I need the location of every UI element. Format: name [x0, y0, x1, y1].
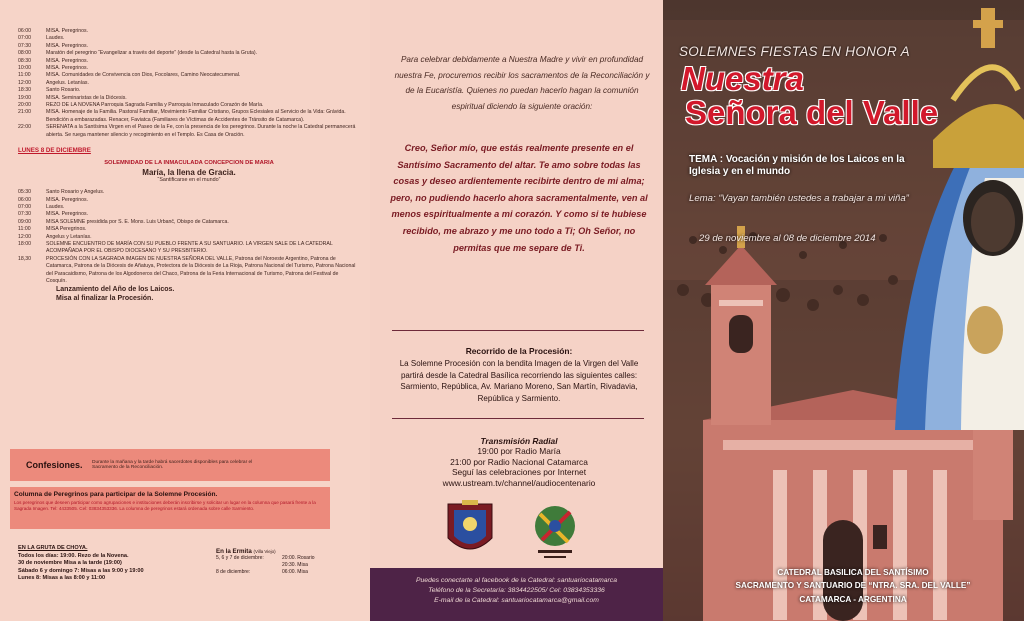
intro-text: Para celebrar debidamente a Nuestra Madre y vivir en profundidad nuestra Fe, procuremos recibir los sacramentos de la Reconciliación y de la Eucaristía. Quienes no puedan hacerlo hagan la comunión espiritual diciendo la siguiente oración: — [394, 55, 650, 111]
schedule-row — [18, 102, 360, 109]
footer-line: CATEDRAL BASILICA DEL SANTÍSIMO — [777, 568, 929, 577]
schedule-row — [18, 95, 360, 102]
diocese-coat-of-arms-icon — [448, 500, 492, 549]
middle-panel — [370, 0, 663, 621]
spiritual-communion-prayer: Creo, Señor mío, que estás realmente presente en el Santísimo Sacramento del altar. Te amo sobre todas las cosas y deseo ardientemente recibirte dentro de mi alma; pero, no pudiendo hacerlo ahora sacramentalmente, ven al menos espiritualmente a mi corazón. Y como si te hubiese recibido, me abrazo y me uno todo a Ti; Oh Señor, no permitas que me separe de Ti. — [390, 143, 648, 253]
schedule-desc: MISA. Comunidades de Convivencia con Dios, Focolares, Camino Neocatecumenal. — [46, 72, 241, 79]
schedule-row — [18, 197, 360, 204]
cover-panel — [663, 0, 1024, 621]
schedule-desc: Santo Rosario. — [46, 87, 81, 94]
schedule-row — [18, 65, 360, 72]
centenary-logo-icon — [535, 506, 575, 558]
divider — [392, 330, 644, 331]
schedule-time: 11:00 — [18, 72, 31, 79]
schedule-desc: MISA Peregrinos. — [46, 226, 87, 233]
schedule-row — [18, 87, 360, 94]
solemnity-title: SOLEMNIDAD DE LA INMACULADA CONCEPCION DE MARIA — [104, 160, 274, 167]
schedule-row — [18, 35, 360, 42]
schedule-desc: Santo Rosario y Angelus. — [46, 189, 105, 196]
schedule-desc: MISA. Peregrinos. — [46, 28, 89, 34]
cover-theme: TEMA : Vocación y misión de los Laicos en la Iglesia y en el mundo — [689, 154, 905, 177]
ermita-day: 5, 6 y 7 de diciembre: — [216, 555, 264, 561]
schedule-row — [18, 256, 360, 286]
contact-bar — [370, 568, 663, 621]
ermita-title: En la Ermita — [216, 548, 252, 555]
schedule-row — [18, 43, 360, 50]
monday-heading: LUNES 8 DE DICIEMBRE — [18, 147, 91, 155]
ermita-time: 20:30. Misa — [282, 562, 308, 568]
radio-title: Transmisión Radial — [480, 436, 558, 446]
schedule-desc: MISA. Peregrinos. — [46, 196, 89, 203]
confessions-box — [10, 449, 330, 481]
email-line[interactable]: E-mail de la Catedral: santuariocatamarca@gmail.com — [434, 597, 599, 605]
cover-title-line2: Señora del Valle — [685, 94, 939, 131]
ermita-day — [216, 562, 282, 569]
monday-schedule — [18, 189, 360, 285]
schedule-row — [18, 226, 360, 233]
schedule-desc: PROCESIÓN CON LA SAGRADA IMAGEN DE NUESTRA SEÑORA DEL VALLE, Patrona del Noroeste Argentino, Patrona de Catamarca, Patrona de la Diócesis de Añatuya, Protectora de la Diócesis de La Rioja, Patrona Nacional del Turismo, Patrona Nacional del Paracaidismo, Patrona de los Algodoneros del Chaco, Patrona de la Feria Internacional de Turismo, Patrona del Festival de Cosquín. — [46, 255, 356, 284]
schedule-row — [18, 124, 360, 139]
ermita-heading — [216, 548, 336, 555]
schedule-desc: Maratón del peregrino “Evangelizar a través del deporte” (desde la Catedral hasta la Gruta). — [46, 50, 258, 57]
pilgrims-column-box — [10, 487, 330, 529]
schedule-time: 21:00 — [18, 109, 31, 116]
gruta-title: EN LA GRUTA DE CHOYA. — [18, 545, 88, 551]
schedule-row — [18, 211, 360, 218]
schedule-time: 06:00 — [18, 28, 31, 34]
gruta-line: Lunes 8: Misas a las 8:00 y 11:00 — [18, 575, 106, 582]
column-title: Columna de Peregrinos para participar de la Solemne Procesión. — [14, 491, 218, 498]
schedule-desc: SOLEMNE ENCUENTRO DE MARÍA CON SU PUEBLO FRENTE A SU SANTUARIO. LA VIRGEN SALE DE LA CATEDRAL ACOMPAÑADA POR EL OBISPO DIOCESANO Y SU PRESBITERIO. — [46, 240, 333, 255]
radio-line: Seguí las celebraciones por Internet — [451, 467, 587, 478]
schedule-row — [18, 80, 360, 87]
schedule-desc: Laudes. — [46, 203, 65, 210]
schedule-time: 08:00 — [18, 50, 31, 57]
ermita-time: 06:00. Misa — [282, 569, 308, 575]
schedule-desc: Angelus. Letanías. — [46, 79, 89, 86]
cover-title-line1: Nuestra — [681, 60, 804, 97]
facebook-line[interactable]: Puedes conectarte al facebook de la Catedral: santuariocatamarca — [415, 577, 617, 584]
gruta-line: Sábado 6 y domingo 7: Misas a las 9:00 y 19:00 — [18, 567, 144, 574]
schedule-desc: MISA. Peregrinos. — [46, 57, 89, 64]
radio-line: 21:00 por Radio Nacional Catamarca — [450, 456, 588, 467]
radio-line: 19:00 por Radio María — [477, 446, 561, 457]
solemnity-subtitle: María, la llena de Gracia. — [142, 168, 236, 178]
stream-link[interactable]: www.ustream.tv/channel/audiocentenario — [442, 477, 596, 488]
schedule-time: 19:00 — [18, 94, 31, 101]
cover-header: SOLEMNES FIESTAS EN HONOR A — [679, 44, 910, 59]
schedule-time: 10:00 — [18, 65, 31, 72]
schedule-row — [18, 58, 360, 65]
schedule-time: 09:00 — [18, 218, 31, 225]
confessions-text: Durante la mañana y la tarde habrá sacerdotes disponibles para celebrar el Sacramento de la Reconciliación. — [92, 460, 253, 470]
schedule-desc: MISA. Peregrinos. — [46, 42, 89, 49]
sunday-schedule — [18, 28, 360, 139]
schedule-desc: Laudes. — [46, 35, 65, 42]
ermita-row — [216, 555, 336, 562]
schedule-row — [18, 219, 360, 226]
schedule-time: 12:00 — [18, 233, 31, 240]
ermita-day: 8 de diciembre: — [216, 569, 251, 575]
gruta-section — [18, 545, 208, 583]
schedule-desc: MISA. Peregrinos. — [46, 65, 89, 72]
schedule-time: 20:00 — [18, 102, 31, 109]
schedule-time: 18:00 — [18, 240, 31, 247]
schedule-desc: Angelus y Letanías. — [46, 233, 92, 240]
phone-line: Teléfono de la Secretaría: 3834422505/ Cel: 03834353336 — [428, 587, 605, 595]
schedule-row — [18, 241, 360, 256]
cover-footer — [703, 566, 1003, 606]
route-text: La Solemne Procesión con la bendita Imagen de la Virgen del Valle partirá desde la Catedral Basílica recorriendo las siguientes calles: Sarmiento, República, Av. Mariano Moreno, San Martín, Rivadavia, República y Sarmiento. — [399, 358, 639, 404]
schedule-row — [18, 109, 360, 124]
schedule-desc: MISA. Homenaje de la Familia. Pastoral Familiar, Movimiento Familiar Cristiano, Grupos Eclesiales al Servicio de la Vida: Grávida. Bendición a embarazadas. Renacer, Faviatca (Familiares de Víctimas de Accidentes de Tránsito de Catamarca). — [46, 109, 346, 123]
cover-motto: Lema: “Vayan también ustedes a trabajar a mi viña” — [689, 193, 909, 204]
schedule-desc: MISA. Peregrinos. — [46, 211, 89, 218]
schedule-desc: MISA SOLEMNE presidida por S. E. Mons. Luis Urbanč, Obispo de Catamarca. — [46, 218, 229, 225]
schedule-time: 08:30 — [18, 57, 31, 64]
schedule-row — [18, 204, 360, 211]
schedule-time: 11:00 — [18, 226, 31, 233]
footer-line: SACRAMENTO Y SANTUARIO DE “NTRA. SRA. DEL VALLE” — [735, 581, 971, 591]
column-text: Los peregrinos que deseen participar como agrupaciones e instituciones deberán inscribirse y solicitar un lugar en la columna que pasará frente a la Sagrada Imagen. Tel: 4433505. Cel: 03834353336. La columna de peregrinos estará ordenada sobre calle Sarmiento. — [14, 500, 316, 511]
ermita-section — [216, 548, 336, 576]
schedule-time: 05:30 — [18, 189, 31, 196]
ermita-time: 20:00. Rosario — [282, 555, 315, 561]
procession-route — [390, 346, 648, 405]
schedule-row — [18, 50, 360, 57]
schedule-row — [18, 28, 360, 35]
schedule-desc: REZO DE LA NOVENA Parroquia Sagrada Familia y Parroquia Inmaculado Corazón de María. — [46, 102, 264, 109]
schedule-time: 12:00 — [18, 79, 31, 86]
solemnity-motto: “Santificarse en el mundo” — [157, 177, 221, 184]
schedule-time: 07:30 — [18, 42, 31, 49]
footer-line: CATAMARCA - ARGENTINA — [799, 594, 907, 604]
schedule-time: 07:00 — [18, 203, 31, 210]
schedule-row — [18, 189, 360, 196]
radio-section — [390, 436, 648, 488]
confessions-title: Confesiones. — [26, 460, 83, 470]
schedule-time: 06:00 — [18, 196, 31, 203]
cover-dates: 29 de noviembre al 08 de diciembre 2014 — [699, 233, 876, 244]
schedule-time: 18,30 — [18, 255, 31, 262]
closing-line-2: Misa al finalizar la Procesión. — [56, 295, 154, 303]
divider — [392, 418, 644, 419]
schedule-row — [18, 72, 360, 79]
closing-line-1: Lanzamiento del Año de los Laicos. — [56, 286, 175, 294]
schedule-time: 07:30 — [18, 211, 31, 218]
schedule-time: 22:00 — [18, 124, 31, 131]
ermita-row — [216, 562, 336, 569]
schedule-time: 18:30 — [18, 87, 31, 94]
route-title: Recorrido de la Procesión: — [465, 346, 573, 356]
schedule-desc: SERENATA a la Santísima Virgen en el Paseo de la Fe, con la presencia de los peregrinos. Durante la noche la Catedral permanecerá abierta. Se ruega mantener silencio y recogimiento en el Templo. Es Casa de Oración. — [46, 124, 356, 138]
schedule-row — [18, 234, 360, 241]
gruta-line: 30 de noviembre Misa a la tarde (19:00) — [18, 560, 122, 567]
logos — [440, 498, 600, 564]
schedule-time: 07:00 — [18, 35, 31, 42]
ermita-note: (Villa Viejo) — [253, 549, 276, 554]
schedule-desc: MISA. Seminaristas de la Diócesis. — [46, 94, 127, 101]
gruta-line: Todos los días: 19:00. Rezo de la Novena. — [18, 552, 129, 559]
ermita-row — [216, 569, 336, 576]
